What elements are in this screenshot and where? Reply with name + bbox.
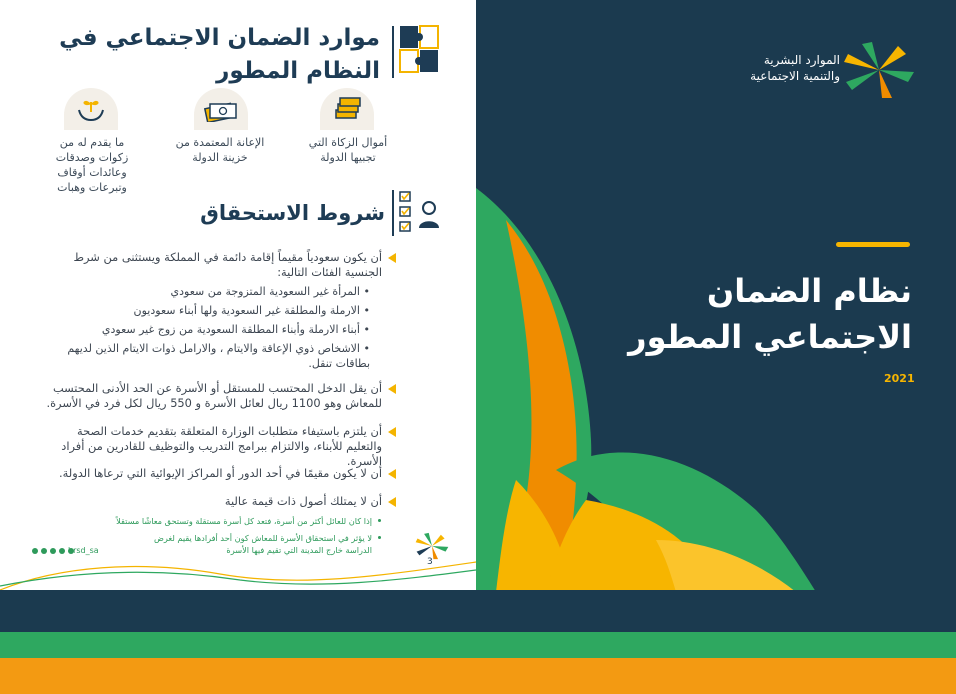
condition-bullet-3	[388, 427, 396, 437]
instagram-icon[interactable]	[59, 548, 65, 554]
condition-bullet-1	[388, 253, 396, 263]
puzzle-icon	[398, 24, 442, 76]
exception-4: • الاشخاص ذوي الإعاقة والايتام ، والارامل ذوات الايتام الذين لديهم بطاقات تنقل.	[67, 342, 370, 370]
condition-4: أن لا يكون مقيمًا في أحد الدور أو المراكز الإيوائية التي ترعاها الدولة.	[59, 466, 382, 480]
condition-bullet-5	[388, 497, 396, 507]
cover-title-line-1: نظام الضمان	[706, 272, 912, 310]
condition-5: أن لا يمتلك أصول ذات قيمة عالية	[224, 494, 382, 508]
resource-label-1: أموال الزكاة التي تجبيها الدولة	[308, 136, 388, 164]
cover-logo-text	[690, 52, 840, 84]
note-bullet-1	[378, 519, 381, 522]
cover-title-line-2: الاجتماعي المطور	[628, 318, 912, 356]
condition-2: أن يقل الدخل المحتسب للمستقل أو الأسرة عن الحد الأدنى المحتسب للمعاش وهو 1100 ريال لعائل الأسرة و 550 ريال لكل فرد في الأسرة.	[46, 381, 382, 410]
condition-bullet-2	[388, 384, 396, 394]
exception-4-text: الاشخاص ذوي الإعاقة والايتام ، والارامل ذوات الايتام الذين لديهم بطاقات تنقل.	[67, 342, 370, 370]
exception-3-text: أبناء الارملة وأبناء المطلقة السعودية من زوج غير سعودي	[101, 323, 360, 336]
bottom-navy-band	[0, 590, 956, 632]
note-2: لا يؤثر في استحقاق الأسرة للمعاش كون أحد أفرادها يقيم لغرض الدراسة خارج المدينة التي تقيم فيها الأسرة	[153, 533, 372, 555]
twitter-icon[interactable]	[32, 548, 38, 554]
exception-1-text: المرأة غير السعودية المتزوجة من سعودي	[170, 285, 360, 298]
page-number: 3	[427, 557, 433, 567]
condition-3: أن يلتزم باستيفاء متطلبات الوزارة المتعلقة بتقديم خدمات الصحة والتعليم للأبناء، والالتزام ببرامج التدريب والتوظيف للقادرين من أفراد الأسرة.	[61, 424, 382, 468]
banknote-icon	[204, 98, 238, 122]
checklist-person-icon	[398, 190, 442, 236]
facebook-icon[interactable]	[41, 548, 47, 554]
logo-line-1: الموارد البشرية	[763, 53, 840, 67]
logo-line-2: والتنمية الاجتماعية	[750, 69, 840, 83]
footer-wave-lines	[0, 556, 476, 590]
document-page	[0, 0, 476, 590]
youtube-icon[interactable]	[50, 548, 56, 554]
social-handle: hrsd_sa	[68, 546, 99, 555]
note-bullet-2	[378, 536, 381, 539]
hands-plant-icon	[76, 94, 106, 124]
conditions-divider	[392, 190, 394, 236]
exception-2: • الارملة والمطلقة غير السعودية ولها أبناء سعوديون	[133, 304, 370, 317]
exception-3: • أبناء الارملة وأبناء المطلقة السعودية من زوج غير سعودي	[101, 323, 370, 336]
cover-accent-line	[836, 242, 910, 247]
resource-label-2: الإعانة المعتمدة من خزينة الدولة	[175, 136, 265, 164]
bottom-orange-band	[0, 658, 956, 694]
condition-1: أن يكون سعودياً مقيماً إقامة دائمة في المملكة ويستثنى من شرط الجنسية الفئات التالية:	[73, 250, 382, 279]
resources-title: موارد الضمان الاجتماعي في النظام المطور	[59, 25, 380, 84]
cover-title	[620, 268, 912, 360]
note-1: إذا كان للعائل أكثر من أسرة، فتعد كل أسرة مستقلة وتستحق معاشًا مستقلاً	[116, 516, 372, 526]
cover-year: 2021	[884, 372, 915, 385]
conditions-title: شروط الاستحقاق	[200, 201, 385, 225]
resource-label-3: ما يقدم له من زكوات وصدقات وعائدات أوقاف وتبرعات وهبات	[55, 136, 129, 194]
bottom-green-band	[0, 632, 956, 658]
title-divider	[392, 26, 394, 78]
exception-1: • المرأة غير السعودية المتزوجة من سعودي	[170, 285, 370, 298]
exception-2-text: الارملة والمطلقة غير السعودية ولها أبناء سعوديون	[133, 304, 360, 317]
cover-decoration	[476, 180, 816, 592]
ministry-logo-icon	[842, 40, 916, 100]
condition-bullet-4	[388, 469, 396, 479]
money-stack-icon	[332, 96, 362, 122]
